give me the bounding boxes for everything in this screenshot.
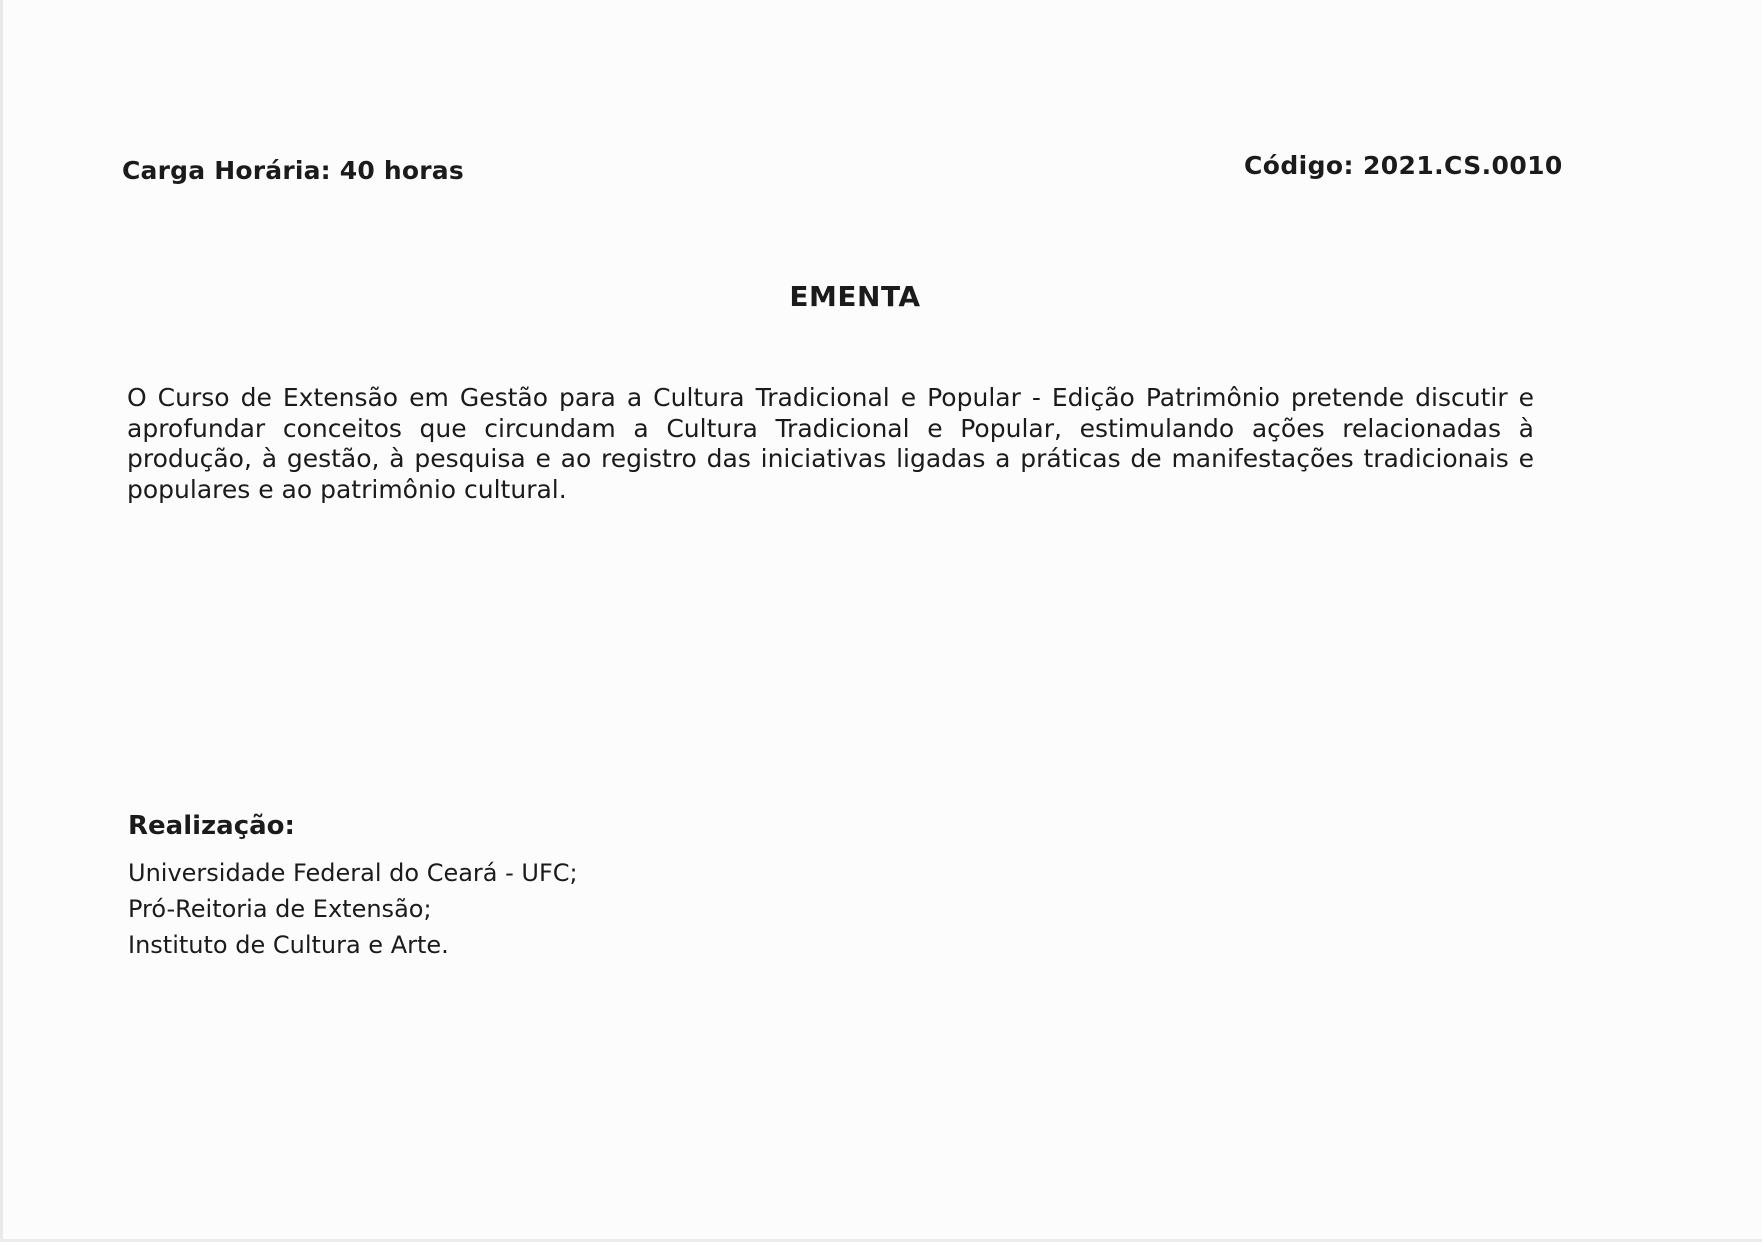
summary-paragraph: O Curso de Extensão em Gestão para a Cultura Tradicional e Popular - Edição Patrimônio pretende discutir e aprofundar conceitos que circundam a Cultura Tradicional e Popular, estimulando ações relacionadas à produção, à gestão, à pesquisa e ao registro das iniciativas ligadas a práticas de manifestações tradicionais e populares e ao patrimônio cultural.	[127, 383, 1534, 504]
page-title: EMENTA	[789, 280, 921, 313]
realization-item: Pró-Reitoria de Extensão;	[128, 895, 432, 923]
realization-list	[128, 855, 578, 963]
course-code-label: Código: 2021.CS.0010	[1244, 151, 1563, 180]
realization-heading: Realização:	[128, 811, 295, 841]
realization-item: Universidade Federal do Ceará - UFC;	[128, 859, 578, 887]
realization-item: Instituto de Cultura e Arte.	[128, 931, 449, 959]
scan-edge-left	[0, 0, 3, 1242]
workload-label: Carga Horária: 40 horas	[122, 156, 464, 185]
realization-section	[128, 811, 578, 963]
